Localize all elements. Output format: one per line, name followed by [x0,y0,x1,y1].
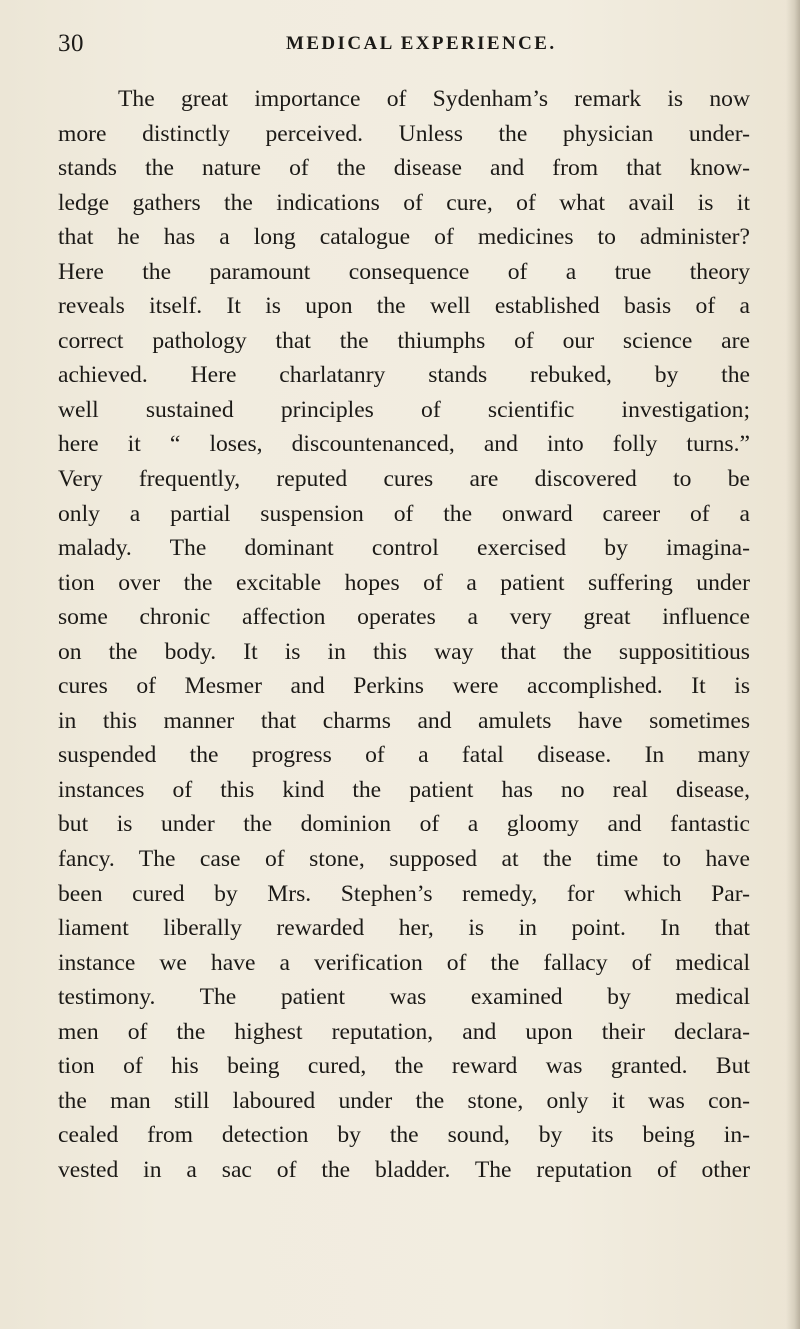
text-line: on the body. It is in this way that the supposititious [58,638,750,665]
text-line: the man still laboured under the stone, only it was con- [58,1087,750,1114]
running-head: MEDICAL EXPERIENCE. [286,33,557,54]
text-line: The great importance of Sydenham’s remark is now [118,86,750,112]
text-line: instance we have a verification of the fallacy of medical [58,949,750,976]
body-paragraph [58,82,750,1188]
text-line: achieved. Here charlatanry stands rebuked, by the [58,362,750,389]
text-line: some chronic affection operates a very great influence [58,604,750,631]
text-line: but is under the dominion of a gloomy and fantastic [58,811,750,838]
text-line: been cured by Mrs. Stephen’s remedy, for which Par- [58,880,750,907]
text-line: more distinctly perceived. Unless the physician under- [58,120,750,147]
text-line: Very frequently, reputed cures are discovered to be [58,466,750,493]
text-line: stands the nature of the disease and from that know- [58,155,750,182]
text-line: reveals itself. It is upon the well established basis of a [58,293,750,320]
text-line: that he has a long catalogue of medicines to administer? [58,224,750,251]
text-line: testimony. The patient was examined by medical [58,984,750,1011]
text-line: cures of Mesmer and Perkins were accomplished. It is [58,673,750,700]
text-line: correct pathology that the thiumphs of our science are [58,327,750,354]
text-line: Here the paramount consequence of a true theory [58,258,750,285]
page-edge-shadow [786,0,800,1329]
text-line: liament liberally rewarded her, is in point. In that [58,915,750,942]
text-line: suspended the progress of a fatal disease. In many [58,742,750,769]
text-line: tion over the excitable hopes of a patient suffering under [58,569,750,596]
text-line: instances of this kind the patient has no real disease, [58,776,750,803]
page-header [58,30,758,62]
text-line: men of the highest reputation, and upon their declara- [58,1018,750,1045]
text-line: well sustained principles of scientific investigation; [58,396,750,423]
text-line: tion of his being cured, the reward was granted. But [58,1053,750,1080]
page-number: 30 [58,30,84,57]
text-line: vested in a sac of the bladder. The reputation of other [58,1156,750,1183]
text-line: ledge gathers the indications of cure, of what avail is it [58,189,750,216]
text-line: cealed from detection by the sound, by its being in- [58,1122,750,1149]
text-line: in this manner that charms and amulets have sometimes [58,707,750,734]
text-line: malady. The dominant control exercised by imagina- [58,535,750,562]
text-line: only a partial suspension of the onward career of a [58,500,750,527]
text-line: fancy. The case of stone, supposed at the time to have [58,846,750,873]
text-line: here it “ loses, discountenanced, and into folly turns.” [58,431,750,458]
